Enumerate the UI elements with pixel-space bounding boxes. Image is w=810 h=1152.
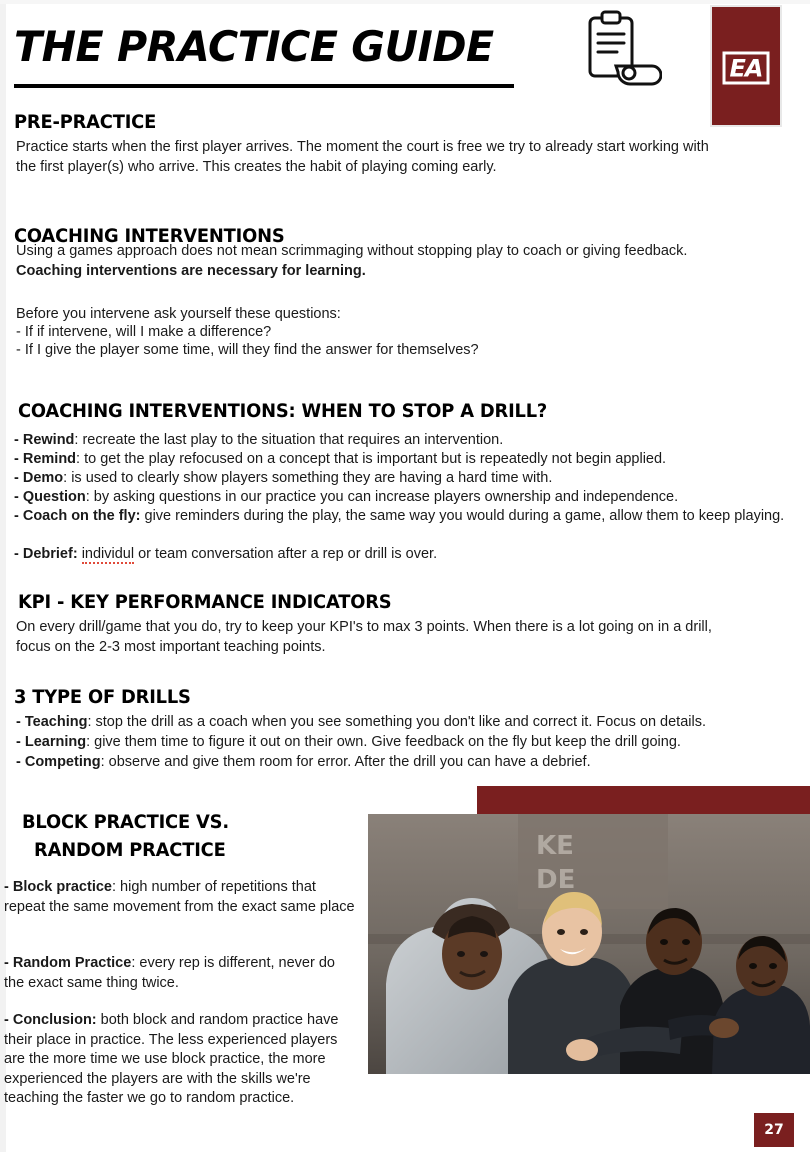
stop-drill-item: [14, 431, 804, 451]
section-heading-3-type-of-drills: 3 TYPE OF DRILLS: [14, 686, 191, 708]
pre-practice-paragraph: Practice starts when the first player arrives. The moment the court is free we try to already start working with the first player(s) who arrive. This creates the habit of playing coming early.: [16, 139, 709, 175]
block-practice-heading-line2: RANDOM PRACTICE: [34, 839, 226, 861]
stop-drill-item: [14, 469, 804, 489]
drill-type-text: : give them time to figure it out on their own. Give feedback on the fly but keep the drill going.: [86, 734, 681, 750]
stop-drill-item-label: - Rewind: [14, 432, 75, 448]
stop-drill-item-label: - Debrief:: [14, 546, 78, 562]
clipboard-whistle-icon: [572, 10, 662, 96]
section-heading-when-to-stop-a-drill: COACHING INTERVENTIONS: WHEN TO STOP A DRILL?: [18, 400, 548, 422]
stop-drill-item-label: - Coach on the fly:: [14, 508, 141, 524]
misspelled-word: individul: [81, 546, 135, 562]
team-logo: [710, 5, 782, 127]
random-practice-item: [4, 954, 356, 993]
section-heading-pre-practice: PRE-PRACTICE: [14, 111, 157, 133]
stop-drill-item: [14, 488, 804, 508]
photo-accent-band: [477, 786, 810, 814]
stop-drill-item: [14, 545, 804, 565]
stop-drill-item-text: : is used to clearly show players something they are having a hard time with.: [63, 470, 553, 486]
stop-drill-item-text: give reminders during the play, the same way you would during a game, allow them to keep playing.: [140, 508, 785, 524]
svg-text:KE: KE: [536, 831, 574, 861]
coaching-interventions-bold: Coaching interventions are necessary for learning.: [16, 262, 366, 279]
drill-type-item: [16, 733, 806, 753]
conclusion-label: - Conclusion:: [4, 1012, 97, 1028]
title-underline: [14, 84, 514, 88]
intervene-question-intro: Before you intervene ask yourself these questions:: [16, 306, 341, 322]
page-number-badge: 27: [754, 1113, 794, 1147]
stop-drill-item-label: - Demo: [14, 470, 64, 486]
random-practice-text: : every rep is different, never do the exact same thing twice.: [4, 955, 335, 991]
stop-drill-item: [14, 507, 799, 527]
block-practice-item: [4, 878, 356, 917]
team-logo-text: EA: [723, 52, 770, 85]
conclusion-text: both block and random practice have their place in practice. The less experienced players are the more time we use block practice, the more experienced the players are with the skills we're teaching the faster we go to random practice.: [4, 1012, 339, 1107]
coaching-interventions-text-1: Using a games approach does not mean scrimmaging without stopping play to coach or giving feedback.: [16, 243, 688, 259]
intervene-question-1: - If if intervene, will I make a difference?: [16, 324, 272, 340]
coaching-interventions-paragraph: [16, 242, 726, 281]
block-practice-heading-line1: BLOCK PRACTICE VS.: [22, 811, 229, 833]
page-top-edge: [0, 0, 810, 4]
block-practice-text: : high number of repetitions that repeat the same movement from the exact same place: [4, 879, 355, 915]
team-photo: [368, 814, 810, 1074]
random-practice-label: - Random Practice: [4, 955, 132, 971]
intervene-question-2: - If I give the player some time, will they find the answer for themselves?: [16, 342, 479, 358]
stop-drill-item-text: : by asking questions in our practice you can increase players ownership and independence.: [85, 489, 679, 505]
section-heading-coaching-interventions: COACHING INTERVENTIONS: [14, 225, 285, 247]
drill-type-item: [16, 713, 806, 733]
stop-drill-item-text: : to get the play refocused on a concept that is important but is repeatedly not begin applied.: [76, 451, 667, 467]
stop-drill-item-label: - Remind: [14, 451, 77, 467]
page-title: THE PRACTICE GUIDE: [14, 22, 494, 71]
drill-type-text: : observe and give them room for error. After the drill you can have a debrief.: [100, 754, 591, 770]
stop-drill-item-text-b: or team conversation after a rep or drill is over.: [134, 546, 438, 562]
drill-type-item: [16, 753, 806, 773]
stop-drill-item-text: : recreate the last play to the situation that requires an intervention.: [74, 432, 504, 448]
drill-type-label: - Teaching: [16, 714, 88, 730]
kpi-paragraph: On every drill/game that you do, try to keep your KPI's to max 3 points. When there is a lot going on in a drill, focus on the 2-3 most important teaching points.: [16, 619, 712, 655]
block-practice-label: - Block practice: [4, 879, 112, 895]
conclusion-item: [4, 1011, 360, 1109]
svg-text:DE: DE: [536, 865, 576, 895]
drill-type-label: - Competing: [16, 754, 101, 770]
drill-type-text: : stop the drill as a coach when you see something you don't like and correct it. Focus on details.: [87, 714, 706, 730]
section-heading-kpi: KPI - KEY PERFORMANCE INDICATORS: [18, 591, 392, 613]
drill-type-label: - Learning: [16, 734, 87, 750]
stop-drill-item: [14, 450, 804, 470]
stop-drill-item-label: - Question: [14, 489, 86, 505]
